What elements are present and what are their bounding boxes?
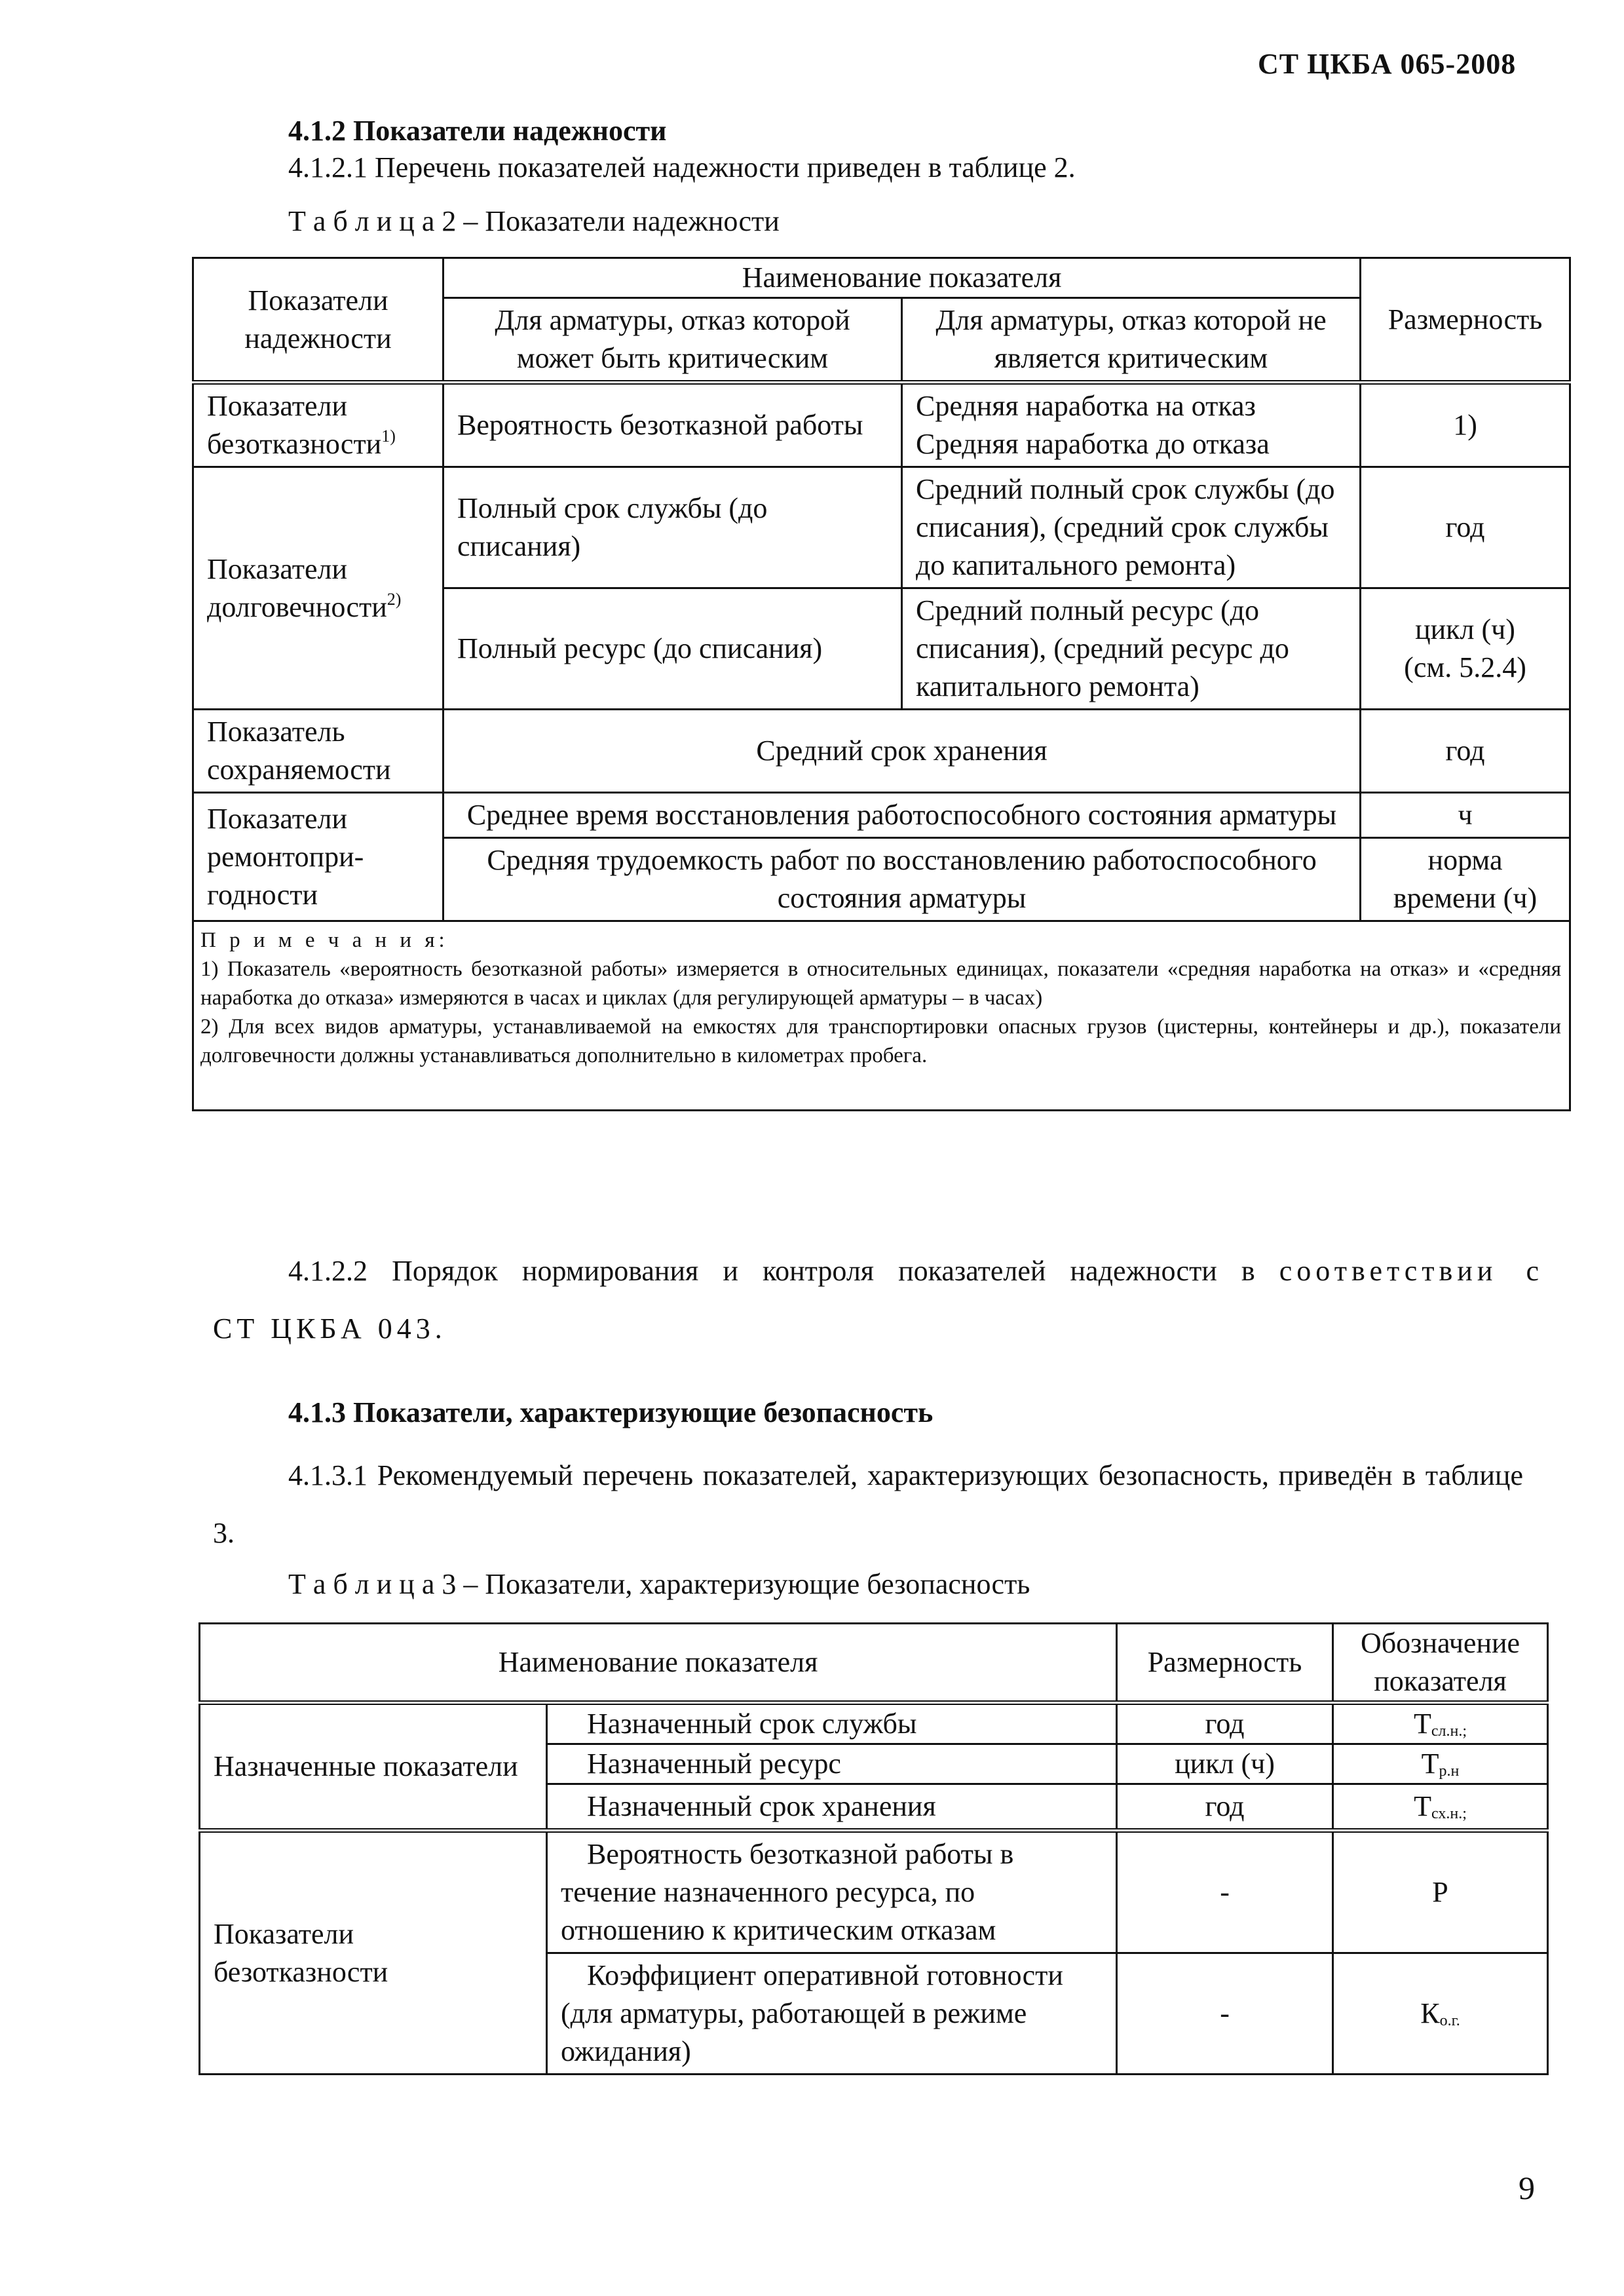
table2-r3-merged: Средний срок хранения (444, 710, 1361, 793)
section-title-413: 4.1.3 Показатели, характеризующие безопасность (288, 1396, 934, 1428)
table3-g2r2-sym: К (1420, 1997, 1440, 2029)
table2-r3-col1: Показатель сохраняемости (193, 710, 444, 793)
table3-g2r2-unit: - (1117, 1953, 1333, 2075)
table2-r2b-col3: Средний полный ресурс (до списания), (средний ресурс до капитального ремонта) (902, 588, 1361, 710)
table2-r2-col1-text: Показатели долговечности (207, 552, 387, 623)
table2-notes-row (193, 921, 1570, 1111)
section-title-412: 4.1.2 Показатели надежности (288, 115, 667, 147)
table3-head-col3: Обозначение показателя (1333, 1624, 1548, 1703)
table2-row-storability (193, 710, 1570, 793)
table2-r2a-col2: Полный срок службы (до списания) (444, 467, 902, 588)
table-3-safety (198, 1622, 1549, 2075)
table3-g1r2-name: Назначенный ресурс (547, 1744, 1117, 1784)
table3-g1r3-symbol (1333, 1784, 1548, 1831)
table3-g1r1-sym-sub: сл.н.; (1431, 1723, 1467, 1740)
table2-r2b-col4-line1: цикл (ч) (1415, 613, 1515, 645)
table2-r1-col1 (193, 383, 444, 467)
table2-notes-title: П р и м е ч а н и я: (200, 928, 449, 952)
table-2-reliability (192, 257, 1571, 1111)
table2-r4-col1: Показатели ремонтопри-годности (193, 793, 444, 921)
table3-row-failure-free-1 (200, 1831, 1548, 1953)
table3-g1r3-sym-sub: сх.н.; (1431, 1805, 1467, 1822)
table2-head-col4: Размерность (1361, 258, 1570, 383)
table2-r1-col1-text: Показатели безотказности (207, 390, 382, 460)
table3-g2r1-unit: - (1117, 1831, 1333, 1953)
table3-caption (288, 1567, 1030, 1601)
table2-r2-col1 (193, 467, 444, 710)
table2-r2b-col4-line2: (см. 5.2.4) (1404, 651, 1526, 683)
table2-r1-col3-line1: Средняя наработка на отказ (916, 390, 1256, 422)
table2-r1-col3-line2: Средняя наработка до отказа (916, 428, 1270, 460)
table2-r4b-col4: норма времени (ч) (1361, 838, 1570, 921)
table2-r2-col1-sup: 2) (387, 589, 402, 609)
table3-g1r2-unit: цикл (ч) (1117, 1744, 1333, 1784)
table2-r2b-col4 (1361, 588, 1570, 710)
table2-r1-col2: Вероятность безотказной работы (444, 383, 902, 467)
table3-group1-label: Назначенные показатели (200, 1703, 547, 1831)
table3-head-col1: Наименование показателя (200, 1624, 1117, 1703)
table2-r2a-col4: год (1361, 467, 1570, 588)
table3-g1r1-unit: год (1117, 1703, 1333, 1744)
table3-g1r3-sym: Т (1414, 1790, 1432, 1822)
table3-g2r2-sym-sub: о.г. (1439, 2012, 1460, 2029)
table2-row-durability-a (193, 467, 1570, 588)
paragraph-4131: 4.1.3.1 Рекомендуемый перечень показателей, характеризующих безопасность, приведён в таблице 3. (213, 1459, 1523, 1549)
table2-r4b-merged: Средняя трудоемкость работ по восстановлению работоспособного состояния арматуры (444, 838, 1361, 921)
table3-g1r1-sym: Т (1414, 1708, 1431, 1740)
table2-r1-col3 (902, 383, 1361, 467)
table3-caption-text: – Показатели, характеризующие безопасность (456, 1568, 1030, 1600)
table3-g1r3-unit: год (1117, 1784, 1333, 1831)
table3-caption-label: Т а б л и ц а 3 (288, 1568, 457, 1600)
table3-header-row (200, 1624, 1548, 1703)
table3-g2r1-sym: Р (1432, 1876, 1448, 1908)
table2-caption-label: Т а б л и ц а 2 (288, 205, 457, 237)
table2-notes (193, 921, 1570, 1111)
table2-r4a-merged: Среднее время восстановления работоспособного состояния арматуры (444, 793, 1361, 838)
table3-g1r1-symbol (1333, 1703, 1548, 1744)
table3-group2-label: Показатели безотказности (200, 1831, 547, 2075)
table2-head-group: Наименование показателя (444, 258, 1361, 298)
document-code: СТ ЦКБА 065-2008 (1258, 48, 1517, 80)
table2-row-failure-free (193, 383, 1570, 467)
table2-r4a-col4: ч (1361, 793, 1570, 838)
paragraph-4121: 4.1.2.1 Перечень показателей надежности приведен в таблице 2. (288, 151, 1076, 183)
paragraph-4122-part3: СТ ЦКБА 043. (213, 1312, 447, 1345)
table3-g2r1-symbol (1333, 1831, 1548, 1953)
table3-g2r2-name: Коэффициент оперативной готовности (для арматуры, работающей в режиме ожидания) (547, 1953, 1117, 2075)
table3-g1r2-sym-sub: р.н (1439, 1763, 1460, 1780)
page-number: 9 (1519, 2170, 1535, 2206)
table3-g1r1-name: Назначенный срок службы (547, 1703, 1117, 1744)
table3-g2r2-symbol (1333, 1953, 1548, 2075)
table3-g2r1-name: Вероятность безотказной работы в течение назначенного ресурса, по отношению к критическим отказам (547, 1831, 1117, 1953)
table2-caption (288, 204, 780, 238)
table3-row-assigned-1 (200, 1703, 1548, 1744)
table2-note-2: 2) Для всех видов арматуры, устанавливаемой на емкостях для транспортировки опасных грузов (цистерны, контейнеры и др.), показатели долговечности должны устанавливаться дополнительно в километрах пробега. (200, 1015, 1562, 1067)
table2-r2b-col2: Полный ресурс (до списания) (444, 588, 902, 710)
table2-r3-col4: год (1361, 710, 1570, 793)
table2-r2a-col3: Средний полный срок службы (до списания), (средний срок службы до капитального ремонта) (902, 467, 1361, 588)
paragraph-4122-part2: соответствии с (1279, 1255, 1544, 1287)
table3-head-col2: Размерность (1117, 1624, 1333, 1703)
paragraph-4122-line1 (288, 1252, 1543, 1290)
table3-g1r2-sym: Т (1421, 1748, 1439, 1780)
table2-r1-col1-sup: 1) (381, 427, 396, 446)
table2-head-col3: Для арматуры, отказ которой не является критическим (902, 298, 1361, 383)
table2-head-col1: Показатели надежности (193, 258, 444, 383)
table2-header-row-1 (193, 258, 1570, 298)
paragraph-4122-part1: 4.1.2.2 Порядок нормирования и контроля показателей надежности в (288, 1255, 1279, 1287)
table2-note-1: 1) Показатель «вероятность безотказной работы» измеряется в относительных единицах, показатели «средняя наработка на отказ» и «средняя наработка до отказа» измеряются в часах и циклах (для регулирующей арматуры – в часах) (200, 957, 1562, 1010)
table3-g1r2-symbol (1333, 1744, 1548, 1784)
table2-r1-col4: 1) (1361, 383, 1570, 467)
table3-g1r3-name: Назначенный срок хранения (547, 1784, 1117, 1831)
table2-head-col2: Для арматуры, отказ которой может быть критическим (444, 298, 902, 383)
table2-row-maintainability-a (193, 793, 1570, 838)
table2-caption-text: – Показатели надежности (456, 205, 780, 237)
